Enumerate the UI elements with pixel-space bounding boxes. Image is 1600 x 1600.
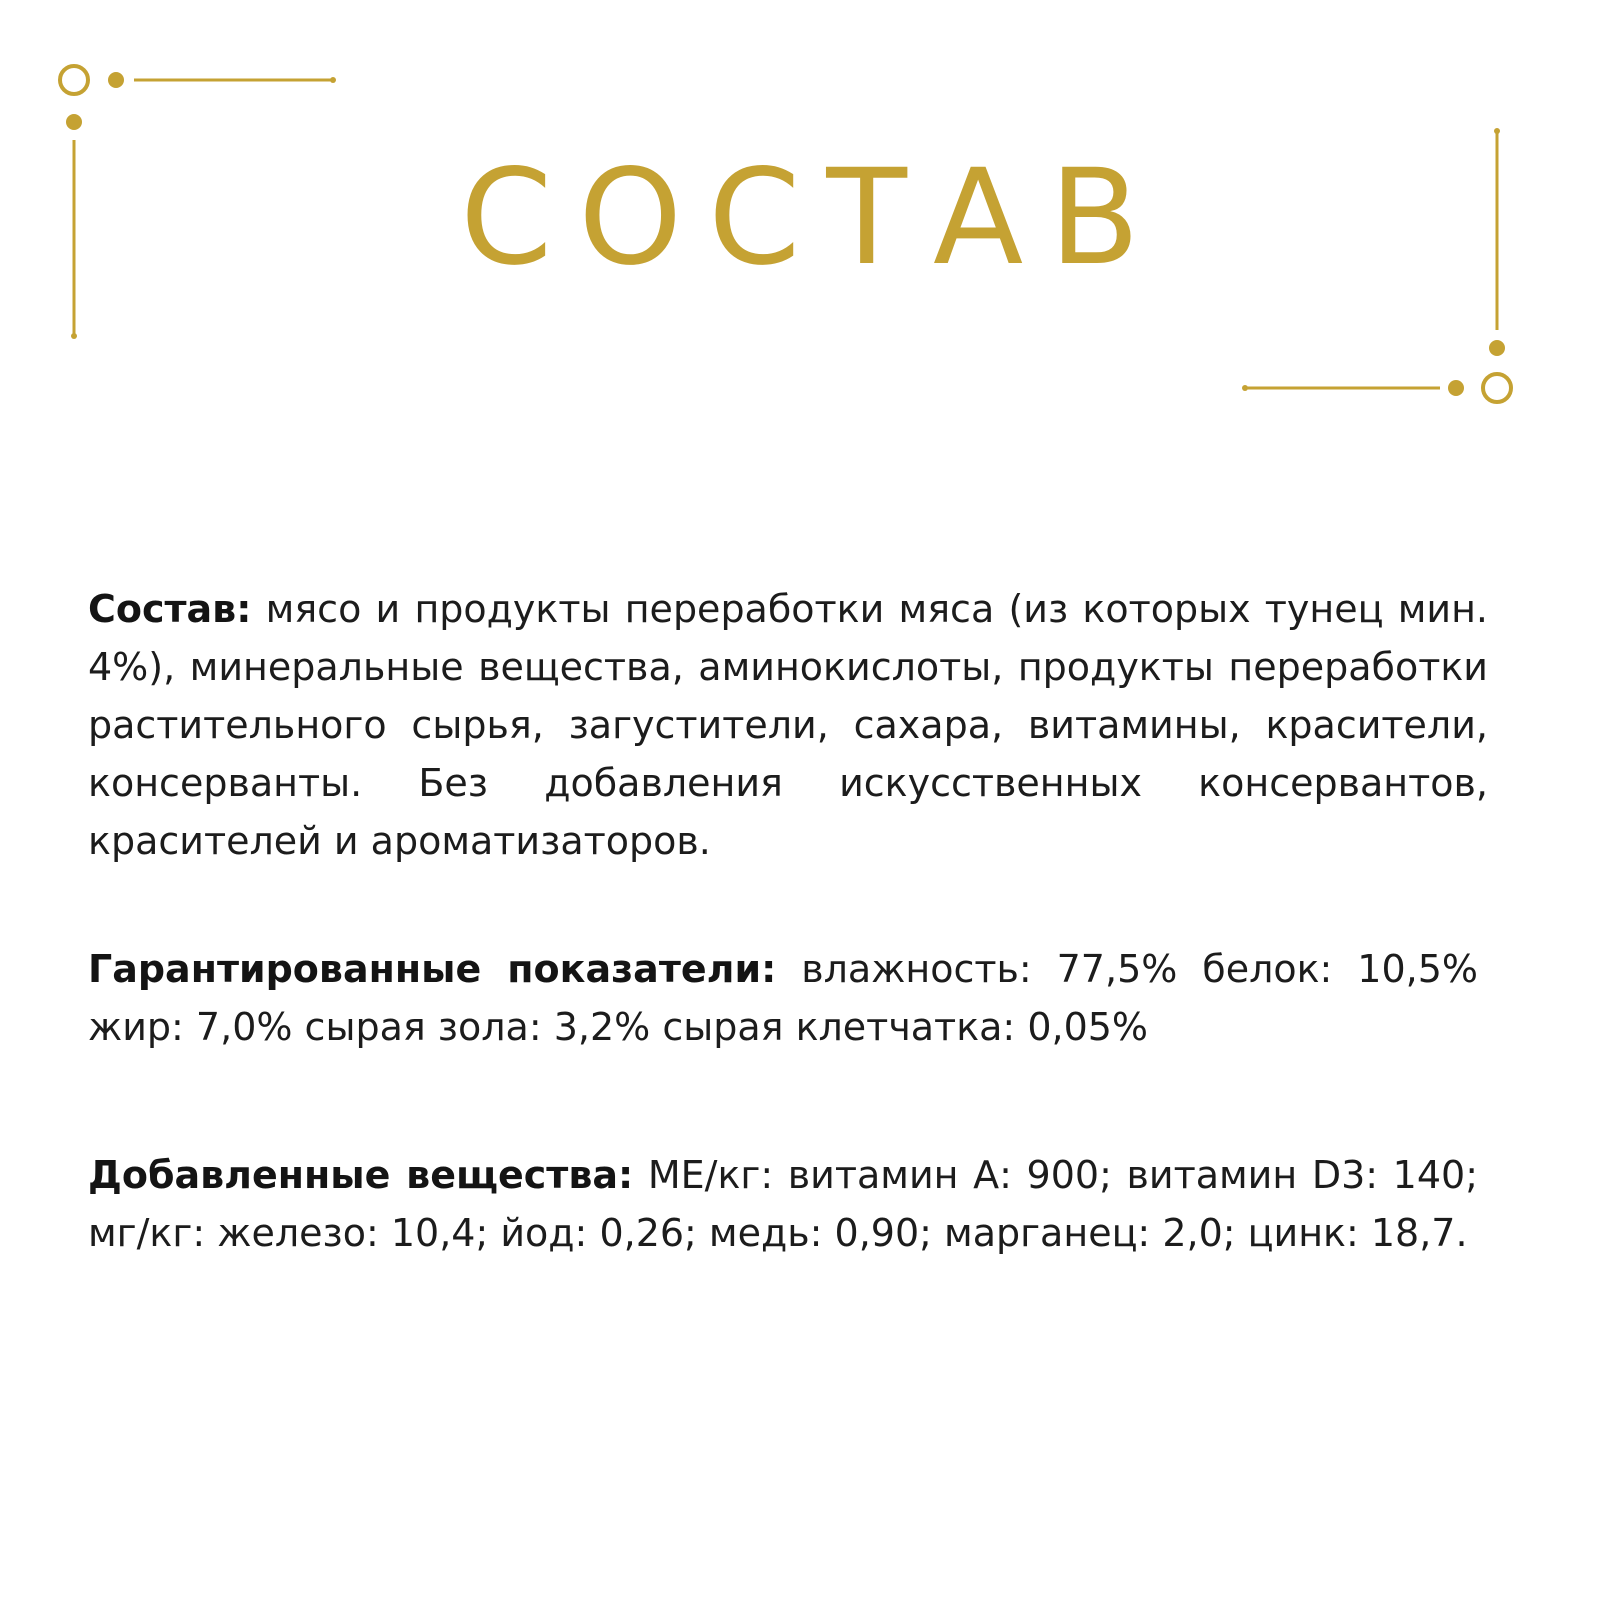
dot-icon (66, 114, 82, 130)
end-dot-icon (71, 333, 77, 339)
additives-text: МЕ/кг: витамин А: 900; витамин D3: 140; мг/кг: железо: 10,4; йод: 0,26; медь: 0,90; марганец: 2,0; цинк: 18,7. (88, 1153, 1478, 1255)
dot-icon (1448, 380, 1464, 396)
ring-icon (60, 66, 88, 94)
guaranteed-indicators-text: влажность: 77,5% белок: 10,5% жир: 7,0% сырая зола: 3,2% сырая клетчатка: 0,05% (88, 947, 1478, 1049)
composition-text: мясо и продукты переработки мяса (из которых тунец мин. 4%), минеральные вещества, аминокислоты, продукты переработки растительного сырья, загустители, сахара, витамины, красители, консерванты. Без добавления искусственных консервантов, красителей и ароматизаторов. (88, 587, 1488, 863)
page-title: СОСТАВ (460, 141, 1166, 295)
guaranteed-indicators-section (88, 940, 1478, 1056)
composition-section (88, 580, 1488, 870)
guaranteed-indicators-label: Гарантированные показатели: (88, 947, 777, 991)
ring-icon (1483, 374, 1511, 402)
composition-label: Состав: (88, 587, 252, 631)
additives-section (88, 1146, 1478, 1262)
end-dot-icon (330, 77, 336, 83)
dot-icon (108, 72, 124, 88)
dot-icon (1489, 340, 1505, 356)
additives-label: Добавленные вещества: (88, 1153, 634, 1197)
